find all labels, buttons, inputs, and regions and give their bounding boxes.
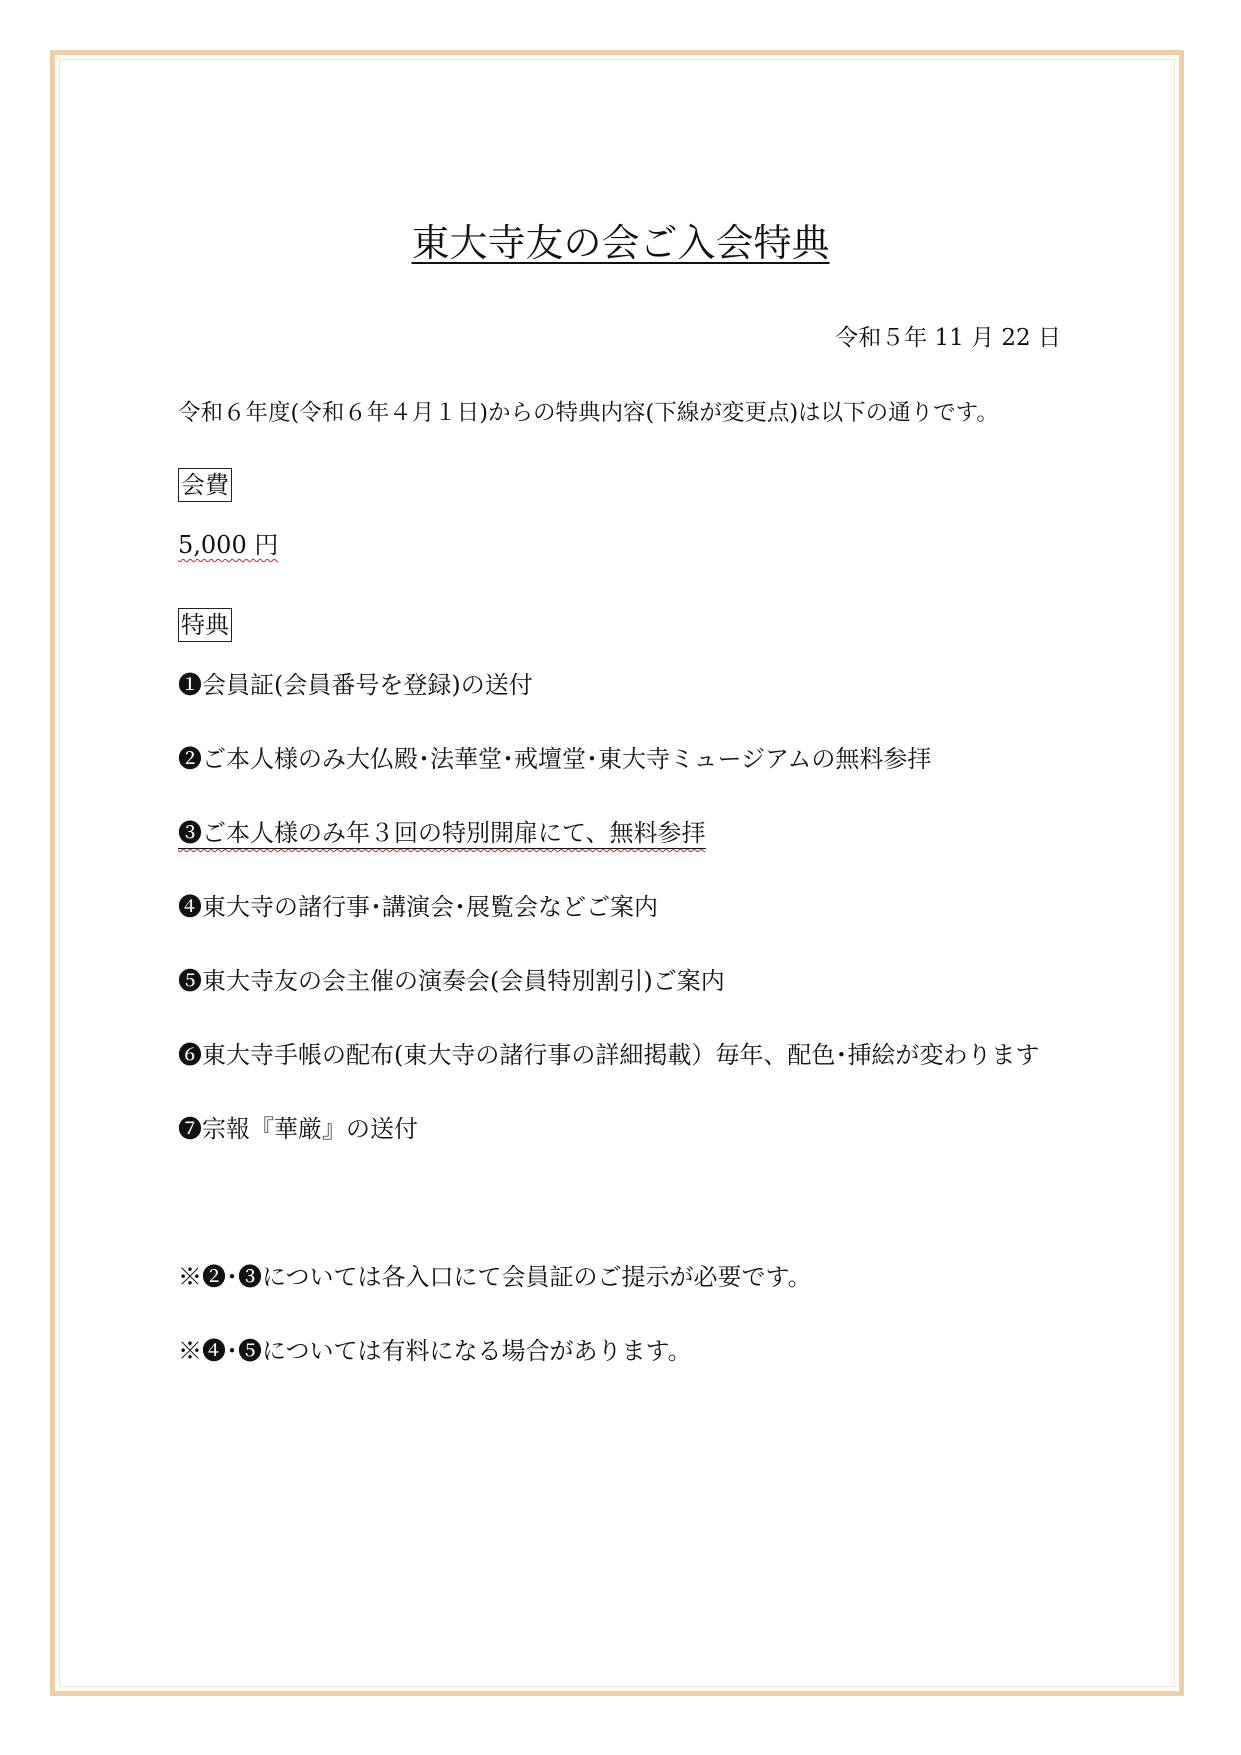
benefits-heading [178,608,232,642]
document-date: 令和５年 11 月 22 日 [835,325,1061,351]
document-title-text: 東大寺友の会ご入会特典 [411,221,830,265]
document-title [0,218,1241,268]
benefit-item-1: ❶会員証(会員番号を登録)の送付 [178,671,533,699]
fee-heading [178,468,232,502]
note-2: ※❹･❺については有料になる場合があります。 [178,1337,692,1365]
benefit-item-3 [178,816,706,850]
benefit-item-5: ❺東大寺友の会主催の演奏会(会員特別割引)ご案内 [178,967,725,995]
benefits-heading-box: 特典 [178,608,232,642]
note-1: ※❷･❸については各入口にて会員証のご提示が必要です。 [178,1263,812,1291]
benefit-item-2: ❷ご本人様のみ大仏殿･法華堂･戒壇堂･東大寺ミュージアムの無料参拝 [178,745,932,773]
fee-value-text: 5,000 円 [178,531,279,559]
benefit-item-4: ❹東大寺の諸行事･講演会･展覧会などご案内 [178,893,658,921]
benefit-item-6: ❻東大寺手帳の配布(東大寺の諸行事の詳細掲載）毎年、配色･挿絵が変わります [178,1041,1040,1069]
fee-value [178,528,278,562]
benefit-item-7: ❼宗報『華厳』の送付 [178,1115,418,1143]
fee-heading-box: 会費 [178,468,232,502]
page-border-inner [59,59,1175,1687]
benefit-item-3-text: ❸ご本人様のみ年３回の特別開扉にて、無料参拝 [178,819,706,847]
intro-text: 令和６年度(令和６年４月１日)からの特典内容(下線が変更点)は以下の通りです。 [178,400,999,426]
page-border [50,50,1184,1696]
